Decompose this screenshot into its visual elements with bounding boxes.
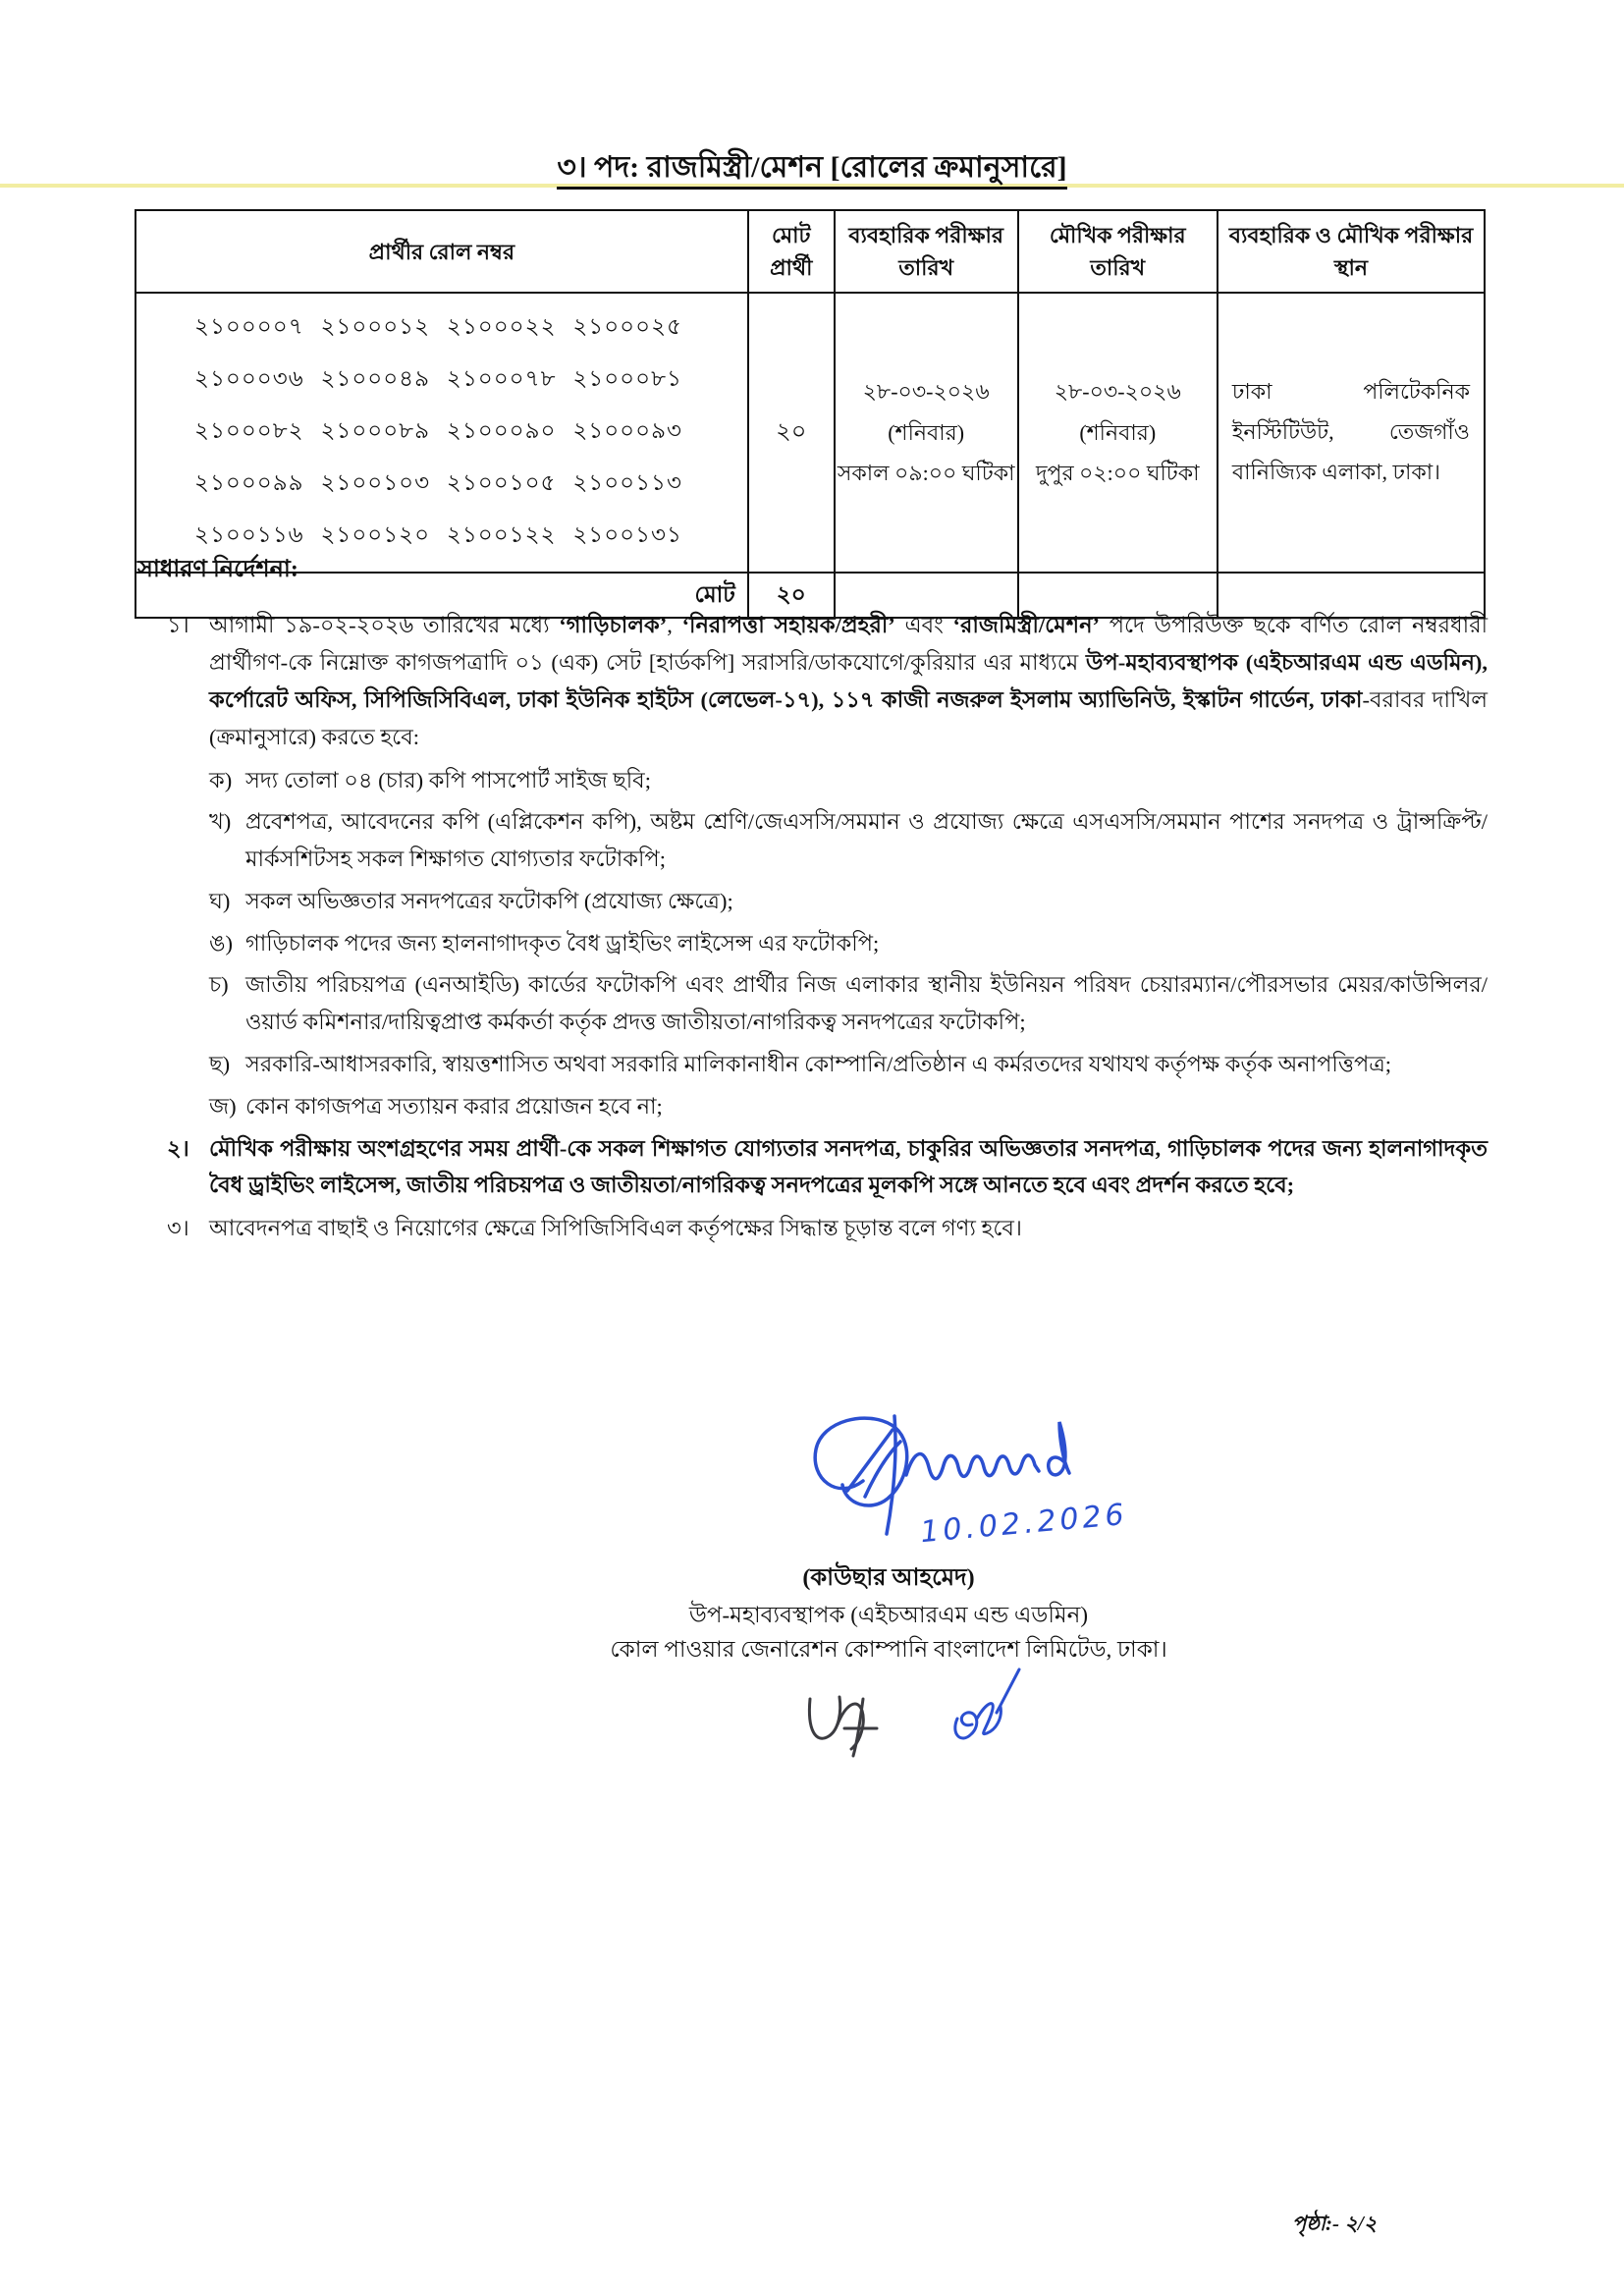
text-segment-bold: ‘গাড়িচালক’ [559,613,668,638]
signature-block [545,1404,1232,1797]
header-roll-number: প্রার্থীর রোল নম্বর [135,210,748,293]
roll-number: ২১০০০৮১ [572,366,682,391]
roll-numbers-cell [135,293,748,573]
text-segment-bold: উপ-মহাব্যবস্থাপক (এইচআরএম এন্ড এডমিন), কর্পোরেট অফিস, সিপিজিসিবিএল, ঢাকা ইউনিক হাইটস (লেভেল-১৭), ১১৭ কাজী নজরুল ইসলাম অ্যাভিনিউ, ইস্কাটন গার্ডেন, ঢাকা [209,650,1488,712]
sub-item-ka [209,762,1488,799]
roll-number: ২১০০০৮৯ [320,418,431,443]
total-row-value: ২০ [748,573,835,618]
sub-item-text: জাতীয় পরিচয়পত্র (এনআইডি) কার্ডের ফটোকপি এবং প্রার্থীর নিজ এলাকার স্থানীয় ইউনিয়ন পরিষদ চেয়ারম্যান/পৌরসভার মেয়র/কাউন্সিলর/ওয়ার্ড কমিশনার/দায়িত্বপ্রাপ্ত কর্মকর্তা কর্তৃক প্রদত্ত জাতীয়তা/নাগরিকত্ব সনদপত্রের ফটোকপি; [245,972,1488,1035]
item-text: মৌখিক পরীক্ষায় অংশগ্রহণের সময় প্রার্থী-কে সকল শিক্ষাগত যোগ্যতার সনদপত্র, চাকুরির অভিজ্ঞতার সনদপত্র, গাড়িচালক পদের জন্য হালনাগাদকৃত বৈধ ড্রাইভিং লাইসেন্স, জাতীয় পরিচয়পত্র ও জাতীয়তা/নাগরিকত্ব সনদপত্রের মূলকপি সঙ্গে আনতে হবে এবং প্রদর্শন করতে হবে; [209,1135,1488,1198]
roll-number: ২১০০১২২ [446,522,557,547]
roll-number: ২১০০০৮২ [194,418,304,443]
text-segment: এবং [894,613,953,638]
roll-number-grid [137,295,746,571]
roll-number: ২১০০০০৭ [194,314,304,339]
sub-item-uma [209,925,1488,962]
sub-item-label: খ) [209,809,232,835]
header-total-candidates: মোট প্রার্থী [748,210,835,293]
sub-item-chha [209,1046,1488,1083]
roll-number: ২১০০১১৬ [194,522,304,547]
sub-item-label: জ) [209,1093,237,1119]
sub-item-text: গাড়িচালক পদের জন্য হালনাগাদকৃত বৈধ ড্রাইভিং লাইসেন্স এর ফটোকপি; [245,930,880,956]
page-title-text: ৩। পদ: রাজমিস্ত্রী/মেশন [রোলের ক্রমানুসারে] [557,151,1066,190]
sub-item-label: ক) [209,767,233,793]
roll-number: ২১০০০৩৬ [194,366,304,391]
signature-date-handwritten: 10.02.2026 [918,1497,1129,1551]
practical-date-cell [835,293,1018,573]
sub-item-text: সদ্য তোলা ০৪ (চার) কপি পাসপোর্ট সাইজ ছবি; [245,767,651,793]
instructions-heading: সাধারণ নির্দেশনা: [137,557,298,582]
table-header-row [135,210,1485,293]
item-text: আবেদনপত্র বাছাই ও নিয়োগের ক্ষেত্রে সিপিজিসিবিএল কর্তৃপক্ষের সিদ্ধান্ত চূড়ান্ত বলে গণ্য হবে। [209,1216,1022,1241]
sub-item-label: চ) [209,972,229,998]
viva-date-cell [1018,293,1218,573]
roll-number: ২১০০১৩১ [572,522,682,547]
sub-item-label: ছ) [209,1052,231,1077]
roll-number: ২১০০১২০ [320,522,431,547]
sub-item-text: কোন কাগজপত্র সত্যায়ন করার প্রয়োজন হবে না; [245,1093,663,1119]
sub-item-kha [209,803,1488,878]
text-segment: পদে উপরিউক্ত ছকে বর্ণিত রোল নম্বরধারী প্রার্থীগণ-কে নিম্নোক্ত কাগজপত্রাদি ০১ (এক) সেট [হার্ডকপি] সরাসরি/ডাকযোগে/কুরিয়ার এর মাধ্যমে [209,613,1489,676]
sub-item-text: সকল অভিজ্ঞতার সনদপত্রের ফটোকপি (প্রযোজ্য ক্ষেত্রে); [245,888,733,913]
venue-cell: ঢাকা পলিটেকনিক ইনস্টিটিউট, তেজগাঁও বানিজ্যিক এলাকা, ঢাকা। [1218,293,1485,573]
roll-number: ২১০০০৪৯ [320,366,431,391]
sub-item-text: সরকারি-আধাসরকারি, স্বায়ত্তশাসিত অথবা সরকারি মালিকানাধীন কোম্পানি/প্রতিষ্ঠান এ কর্মরতদের যথাযথ কর্তৃপক্ষ কর্তৃক অনাপত্তিপত্র; [245,1052,1391,1077]
text-segment: , [667,613,682,638]
text-segment: আগামী ১৯-০২-২০২৬ তারিখের মধ্যে [209,613,560,638]
roll-number: ২১০০০৯০ [446,418,557,443]
total-candidates-cell: ২০ [748,293,835,573]
item-number: ১। [167,613,189,638]
practical-day: (শনিবার) [888,419,965,445]
text-segment: -বরাবর দাখিল (ক্রমানুসারে) করতে হবে: [209,686,1489,749]
text-segment-bold: ‘রাজমিস্ত্রী/মেশন’ [952,613,1101,638]
roll-number: ২১০০১০৩ [320,470,431,495]
instruction-item-2 [137,1130,1488,1205]
sub-item-label: ঙ) [209,930,233,956]
sub-item-text: প্রবেশপত্র, আবেদনের কপি (এপ্লিকেশন কপি), অষ্টম শ্রেণি/জেএসসি/সমমান ও প্রযোজ্য ক্ষেত্রে এসএসসি/সমমান পাশের সনদপত্র ও ট্রান্সক্রিপ্ট/মার্কসশিটসহ সকল শিক্ষাগত যোগ্যতার ফটোকপি; [245,809,1488,872]
roll-number: ২১০০০১২ [320,314,431,339]
page-title [0,143,1624,193]
item-text [209,607,1488,755]
header-venue: ব্যবহারিক ও মৌখিক পরীক্ষার স্থান [1218,210,1485,293]
roll-number: ২১০০০২৫ [572,314,682,339]
roll-number: ২১০০১০৫ [446,470,557,495]
practical-time: সকাল ০৯:০০ ঘটিকা [837,461,1015,486]
instruction-item-1 [137,607,1488,755]
initial-scribble-dark-icon [800,1687,889,1761]
signatory-company: কোল পাওয়ার জেনারেশন কোম্পানি বাংলাদেশ লিমিটেড, ঢাকা। [610,1637,1167,1662]
sub-item-label: ঘ) [209,888,231,913]
signatory-designation: উপ-মহাব্যবস্থাপক (এইচআরএম এন্ড এডমিন) [688,1603,1089,1627]
table-data-row [135,293,1485,573]
practical-date: ২৮-০৩-২০২৬ [862,378,990,404]
initial-scribble-blue-icon [942,1662,1025,1755]
viva-day: (শনিবার) [1079,419,1157,445]
page-number-footer: পৃষ্ঠা:- ২/২ [1292,2212,1378,2235]
roll-number: ২১০০০২২ [446,314,557,339]
instruction-item-3 [137,1210,1488,1247]
roll-number: ২১০০০৯৩ [572,418,682,443]
text-segment-bold: ‘নিরাপত্তা সহায়ক/প্রহরী’ [681,613,895,638]
viva-date: ২৮-০৩-২০২৬ [1054,378,1181,404]
sub-item-ja [209,1088,1488,1125]
roll-number: ২১০০১১৩ [572,470,682,495]
viva-time: দুপুর ০২:০০ ঘটিকা [1035,461,1200,486]
total-row-label: মোট [135,573,748,618]
item-number: ৩। [167,1216,189,1241]
header-viva-date: মৌখিক পরীক্ষার তারিখ [1018,210,1218,293]
sub-item-gha [209,883,1488,920]
general-instructions-section [137,550,1488,1253]
header-practical-date: ব্যবহারিক পরীক্ষার তারিখ [835,210,1018,293]
signatory-name: (কাউছার আহমেদ) [802,1565,975,1591]
item-number: ২। [167,1135,189,1161]
roll-number: ২১০০০৯৯ [194,470,304,495]
roll-number: ২১০০০৭৮ [446,366,557,391]
sub-item-cha [209,966,1488,1041]
